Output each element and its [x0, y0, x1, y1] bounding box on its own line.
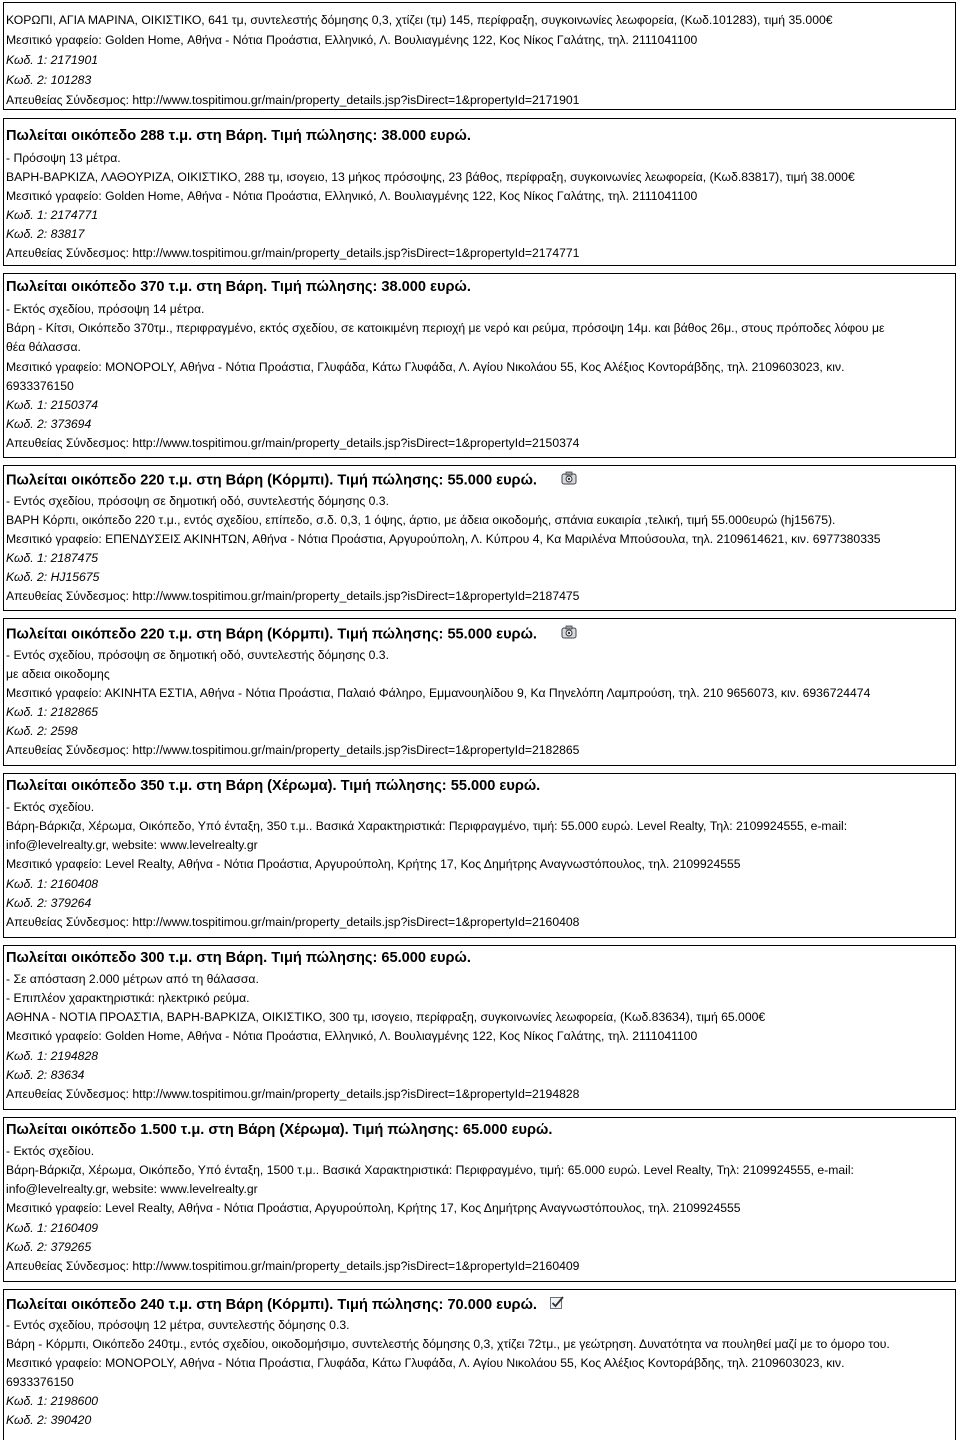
listing-2-line-3: Μεσιτικό γραφείο: MONOPOLY, Αθήνα - Νότια Προάστια, Γλυφάδα, Κάτω Γλυφάδα, Λ. Αγίου Νικολάου 55, Κος Αλέξιος Κοντοράβδης, τηλ. 2109603023, κιν.: [6, 360, 845, 374]
listing-8-heading: [6, 1295, 953, 1315]
listing-8-code1: Κωδ. 1: 2198600: [6, 1394, 99, 1408]
listing-6-code2: Κωδ. 2: 83634: [6, 1068, 85, 1082]
listing-4-heading: [6, 625, 953, 644]
listing-7-code2: Κωδ. 2: 379265: [6, 1240, 92, 1254]
listing-0-line-0: ΚΟΡΩΠΙ, ΑΓΙΑ ΜΑΡΙΝΑ, ΟΙΚΙΣΤΙΚΟ, 641 τμ, συντελεστής δόμησης 0,3, χτίζει (τμ) 145, περίφραξη, συγκοινωνίες λεωφορεία, (Κωδ.101283), τιμή 35.000€: [6, 13, 833, 27]
listing-5-line-2: info@levelrealty.gr, website: www.levelrealty.gr: [6, 838, 258, 852]
listing-5-line-3: Μεσιτικό γραφείο: Level Realty, Αθήνα - Νότια Προάστια, Αργυρούπολη, Κρήτης 17, Κος Δημήτρης Αναγνωστόπουλος, τηλ. 2109924555: [6, 857, 741, 871]
listing-1-code2: Κωδ. 2: 83817: [6, 227, 85, 241]
listing-2-line-2: θέα θάλασσα.: [6, 340, 81, 354]
listing-3-code2: Κωδ. 2: HJ15675: [6, 570, 100, 584]
listing-3-line-1: ΒΑΡΗ Κόρπι, οικόπεδο 220 τ.μ., εντός σχεδίου, επίπεδο, σ.δ. 0,3, 1 όψης, άρτιο, με άδεια οικοδομής, σπάνια ευκαιρία ,τελική, τιμή 55.000ευρώ (hj15675).: [6, 513, 836, 527]
listing-1-line-2: Μεσιτικό γραφείο: Golden Home, Αθήνα - Νότια Προάστια, Ελληνικό, Λ. Βουλιαγμένης 122, Κος Νίκος Γαλάτης, τηλ. 2111041100: [6, 189, 698, 203]
listing-8-heading-text: Πωλείται οικόπεδο 240 τ.μ. στη Βάρη (Κόρμπι). Τιμή πώλησης: 70.000 ευρώ.: [6, 1296, 537, 1313]
listing-8-line-3: 6933376150: [6, 1375, 74, 1389]
listing-8-code2: Κωδ. 2: 390420: [6, 1413, 92, 1427]
listing-7-line-0: - Εκτός σχεδίου.: [6, 1144, 95, 1158]
listing-8-line-1: Βάρη - Κόρμπι, Οικόπεδο 240τμ., εντός σχεδίου, οικοδομήσιμο, συντελεστής δόμησης 0,3, χτίζει 72τμ., με γεώτρηση. Δυνατότητα να πουληθεί μαζί με το όμορο του.: [6, 1337, 890, 1351]
listing-1-line-1: ΒΑΡΗ-ΒΑΡΚΙΖΑ, ΛΑΘΟΥΡΙΖΑ, ΟΙΚΙΣΤΙΚΟ, 288 τμ, ισογειο, 13 μήκος πρόσοψης, 23 βάθος, περίφραξη, συγκοινωνίες λεωφορεία, (Κωδ.83817), τιμή 38.000€: [6, 170, 855, 184]
listing-1: [3, 118, 956, 266]
listing-7-heading: Πωλείται οικόπεδο 1.500 τ.μ. στη Βάρη (Χέρωμα). Τιμή πώλησης: 65.000 ευρώ.: [6, 1122, 553, 1138]
listing-2: [3, 273, 956, 458]
listing-6-code1: Κωδ. 1: 2194828: [6, 1049, 99, 1063]
listing-6-link[interactable]: Απευθείας Σύνδεσμος: http://www.tospitimou.gr/main/property_details.jsp?isDirect=1&propertyId=2194828: [6, 1087, 580, 1101]
listing-0-code1: Κωδ. 1: 2171901: [6, 53, 99, 67]
camera-icon[interactable]: [561, 471, 577, 490]
listing-8-line-0: - Εντός σχεδίου, πρόσοψη 12 μέτρα, συντελεστής δόμησης 0.3.: [6, 1318, 350, 1332]
listing-4-line-2: Μεσιτικό γραφείο: ΑΚΙΝΗΤΑ ΕΣΤΙΑ, Αθήνα - Νότια Προάστια, Παλαιό Φάληρο, Εμμανουηλίδου 9, Κα Πηνελόπη Λαμπρούση, τηλ. 210 9656073, κιν. 6936724474: [6, 686, 871, 700]
listing-5-code1: Κωδ. 1: 2160408: [6, 877, 99, 891]
listing-6-heading: Πωλείται οικόπεδο 300 τ.μ. στη Βάρη. Τιμή πώλησης: 65.000 ευρώ.: [6, 950, 471, 966]
camera-icon[interactable]: [561, 625, 577, 644]
listing-7-code1: Κωδ. 1: 2160409: [6, 1221, 99, 1235]
listing-6-line-0: - Σε απόσταση 2.000 μέτρων από τη θάλασσα.: [6, 972, 259, 986]
listing-0: [3, 2, 956, 110]
listing-1-code1: Κωδ. 1: 2174771: [6, 208, 99, 222]
listing-5-line-1: Βάρη-Βάρκιζα, Χέρωμα, Οικόπεδο, Υπό ένταξη, 350 τ.μ.. Βασικά Χαρακτηριστικά: Περιφραγμένο, τιμή: 55.000 ευρώ. Level Realty, Τηλ: 2109924555, e-mail:: [6, 819, 848, 833]
listing-7-link[interactable]: Απευθείας Σύνδεσμος: http://www.tospitimou.gr/main/property_details.jsp?isDirect=1&propertyId=2160409: [6, 1259, 580, 1273]
listing-7-line-2: info@levelrealty.gr, website: www.levelrealty.gr: [6, 1182, 258, 1196]
listing-5-heading: Πωλείται οικόπεδο 350 τ.μ. στη Βάρη (Χέρωμα). Τιμή πώλησης: 55.000 ευρώ.: [6, 778, 541, 794]
listing-2-heading: Πωλείται οικόπεδο 370 τ.μ. στη Βάρη. Τιμή πώλησης: 38.000 ευρώ.: [6, 279, 471, 295]
listing-3-code1: Κωδ. 1: 2187475: [6, 551, 99, 565]
listing-0-line-1: Μεσιτικό γραφείο: Golden Home, Αθήνα - Νότια Προάστια, Ελληνικό, Λ. Βουλιαγμένης 122, Κος Νίκος Γαλάτης, τηλ. 2111041100: [6, 33, 698, 47]
listing-6-line-2: ΑΘΗΝΑ - ΝΟΤΙΑ ΠΡΟΑΣΤΙΑ, ΒΑΡΗ-ΒΑΡΚΙΖΑ, ΟΙΚΙΣΤΙΚΟ, 300 τμ, ισογειο, περίφραξη, συγκοινωνίες λεωφορεία, (Κωδ.83634), τιμή 65.000€: [6, 1010, 766, 1024]
listing-7-line-3: Μεσιτικό γραφείο: Level Realty, Αθήνα - Νότια Προάστια, Αργυρούπολη, Κρήτης 17, Κος Δημήτρης Αναγνωστόπουλος, τηλ. 2109924555: [6, 1201, 741, 1215]
listing-4-line-1: με αδεια οικοδομης: [6, 667, 110, 681]
listing-5-line-0: - Εκτός σχεδίου.: [6, 800, 95, 814]
listing-6-line-3: Μεσιτικό γραφείο: Golden Home, Αθήνα - Νότια Προάστια, Ελληνικό, Λ. Βουλιαγμένης 122, Κος Νίκος Γαλάτης, τηλ. 2111041100: [6, 1029, 698, 1043]
listing-4-line-0: - Εντός σχεδίου, πρόσοψη σε δημοτική οδό, συντελεστής δόμησης 0.3.: [6, 648, 389, 662]
listing-2-code1: Κωδ. 1: 2150374: [6, 398, 99, 412]
listing-2-line-1: Βάρη - Κίτσι, Οικόπεδο 370τμ., περιφραγμένο, εκτός σχεδίου, σε κατοικιμένη περιοχή με νερό και ρεύμα, πρόσοψη 14μ. και βάθος 26μ., στους πρόποδες λόφου με: [6, 321, 885, 335]
listing-5-link[interactable]: Απευθείας Σύνδεσμος: http://www.tospitimou.gr/main/property_details.jsp?isDirect=1&propertyId=2160408: [6, 915, 580, 929]
listing-8: [3, 1289, 956, 1440]
listing-3: [3, 465, 956, 611]
listing-2-code2: Κωδ. 2: 373694: [6, 417, 92, 431]
listing-6: [3, 945, 956, 1110]
listing-7-line-1: Βάρη-Βάρκιζα, Χέρωμα, Οικόπεδο, Υπό ένταξη, 1500 τ.μ.. Βασικά Χαρακτηριστικά: Περιφραγμένο, τιμή: 65.000 ευρώ. Level Realty, Τηλ: 2109924555, e-mail:: [6, 1163, 854, 1177]
listing-0-code2: Κωδ. 2: 101283: [6, 73, 92, 87]
listing-4: [3, 618, 956, 766]
listing-6-line-1: - Επιπλέον χαρακτηριστικά: ηλεκτρικό ρεύμα.: [6, 991, 250, 1005]
listing-4-link[interactable]: Απευθείας Σύνδεσμος: http://www.tospitimou.gr/main/property_details.jsp?isDirect=1&propertyId=2182865: [6, 743, 580, 757]
listing-3-link[interactable]: Απευθείας Σύνδεσμος: http://www.tospitimou.gr/main/property_details.jsp?isDirect=1&propertyId=2187475: [6, 589, 580, 603]
checkbox-icon[interactable]: [549, 1295, 565, 1315]
listing-7: [3, 1117, 956, 1282]
listing-2-line-0: - Εκτός σχεδίου, πρόσοψη 14 μέτρα.: [6, 302, 205, 316]
listing-1-link[interactable]: Απευθείας Σύνδεσμος: http://www.tospitimou.gr/main/property_details.jsp?isDirect=1&propertyId=2174771: [6, 246, 580, 260]
listing-8-line-2: Μεσιτικό γραφείο: MONOPOLY, Αθήνα - Νότια Προάστια, Γλυφάδα, Κάτω Γλυφάδα, Λ. Αγίου Νικολάου 55, Κος Αλέξιος Κοντοράβδης, τηλ. 2109603023, κιν.: [6, 1356, 845, 1370]
listing-4-code1: Κωδ. 1: 2182865: [6, 705, 99, 719]
listing-3-heading-text: Πωλείται οικόπεδο 220 τ.μ. στη Βάρη (Κόρμπι). Τιμή πώλησης: 55.000 ευρώ.: [6, 472, 537, 489]
listing-4-heading-text: Πωλείται οικόπεδο 220 τ.μ. στη Βάρη (Κόρμπι). Τιμή πώλησης: 55.000 ευρώ.: [6, 626, 537, 643]
listing-3-line-0: - Εντός σχεδίου, πρόσοψη σε δημοτική οδό, συντελεστής δόμησης 0.3.: [6, 494, 389, 508]
listing-1-line-0: - Πρόσοψη 13 μέτρα.: [6, 151, 121, 165]
listing-1-heading: Πωλείται οικόπεδο 288 τ.μ. στη Βάρη. Τιμή πώλησης: 38.000 ευρώ.: [6, 128, 471, 144]
listing-0-link[interactable]: Απευθείας Σύνδεσμος: http://www.tospitimou.gr/main/property_details.jsp?isDirect=1&propertyId=2171901: [6, 93, 580, 107]
listing-5: [3, 773, 956, 938]
listing-5-code2: Κωδ. 2: 379264: [6, 896, 92, 910]
listing-2-link[interactable]: Απευθείας Σύνδεσμος: http://www.tospitimou.gr/main/property_details.jsp?isDirect=1&propertyId=2150374: [6, 436, 580, 450]
listing-3-line-2: Μεσιτικό γραφείο: ΕΠΕΝΔΥΣΕΙΣ ΑΚΙΝΗΤΩΝ, Αθήνα - Νότια Προάστια, Αργυρούπολη, Λ. Κύπρου 4, Κα Μαριλένα Μπούσουλα, τηλ. 2109614621, κιν. 6977380335: [6, 532, 881, 546]
listing-2-line-4: 6933376150: [6, 379, 74, 393]
listing-4-code2: Κωδ. 2: 2598: [6, 724, 78, 738]
listing-3-heading: [6, 471, 953, 490]
